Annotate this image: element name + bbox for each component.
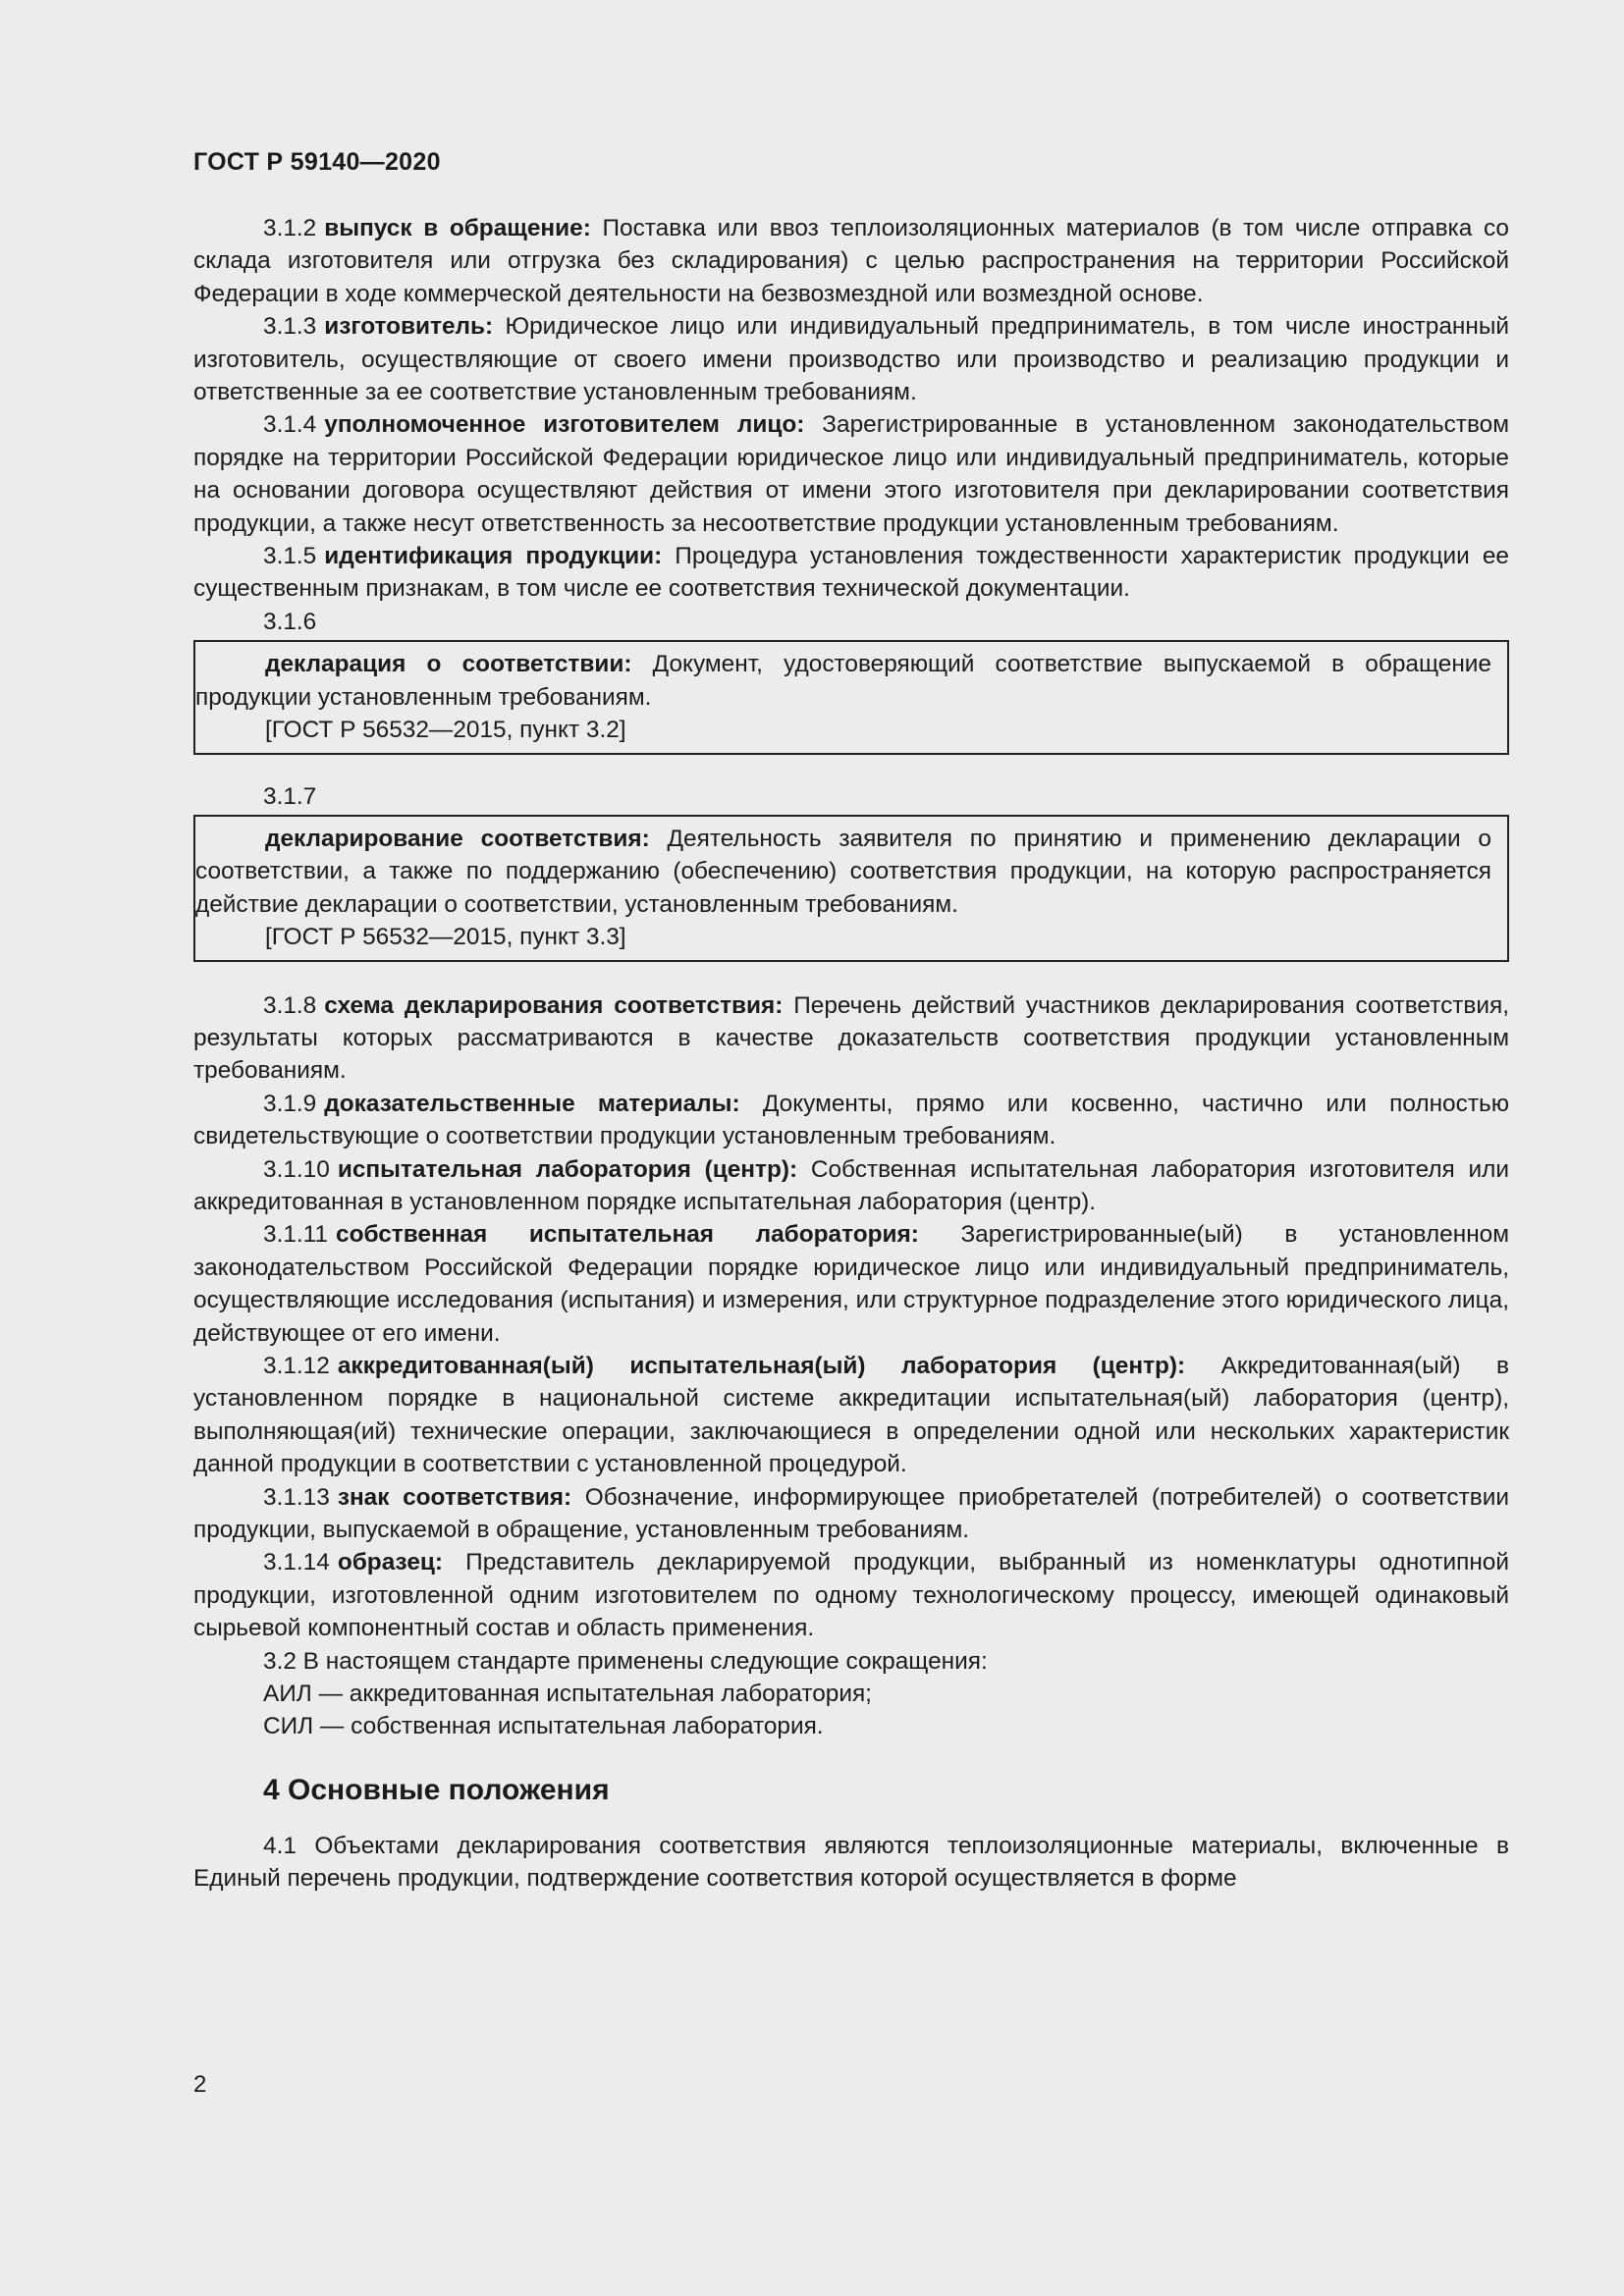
definition-text: Документ, удостоверяющий соответствие выпускаемой в обращение продукции установленным требованиям. bbox=[195, 651, 1491, 711]
item-number: 3.1.14 bbox=[263, 1549, 330, 1576]
source-reference: [ГОСТ Р 56532—2015, пункт 3.3] bbox=[265, 924, 626, 951]
term: знак соответствия: bbox=[337, 1483, 572, 1511]
item-number: 3.1.2 bbox=[263, 215, 317, 241]
definition-text: Аккредитованная(ый) в установленном порядке в национальной системе аккредитации испытательная(ый) лаборатория (центр), выполняющая(ий) технические операции, заключающиеся в определении одной или нескольких характеристик данной продукции в соответствии с установленной процедурой. bbox=[193, 1353, 1509, 1478]
term: уполномоченное изготовителем лицо: bbox=[324, 411, 805, 439]
definition-3-1-14 bbox=[193, 1546, 1509, 1644]
abbreviation-ail: АИЛ — аккредитованная испытательная лаборатория; bbox=[263, 1681, 872, 1708]
definition-3-1-2 bbox=[193, 212, 1509, 310]
term: декларация о соответствии: bbox=[265, 651, 632, 678]
item-number: 3.1.4 bbox=[263, 411, 317, 439]
page-number: 2 bbox=[193, 2071, 207, 2098]
document-page bbox=[193, 147, 1509, 1896]
term: идентификация продукции: bbox=[324, 543, 663, 570]
term: образец: bbox=[337, 1549, 444, 1576]
item-number: 3.1.8 bbox=[263, 991, 317, 1019]
definition-text: Документы, прямо или косвенно, частично или полностью свидетельствующие о соответствии продукции установленным требованиям. bbox=[193, 1090, 1509, 1150]
definition-text: Зарегистрированные(ый) в установленном законодательством Российской Федерации порядке юридическое лицо или индивидуальный предприниматель, осуществляющие исследования (испытания) и измерения, или структурное подразделение этого юридического лица, действующее от его имени. bbox=[193, 1221, 1509, 1347]
definition-text: Поставка или ввоз теплоизоляционных материалов (в том числе отправка со склада изготовителя или отгрузка без складирования) с целью распространения на территории Российской Федерации в ходе коммерческой деятельности на безвозмездной или возмездной основе. bbox=[193, 215, 1509, 307]
definition-3-1-13 bbox=[193, 1481, 1509, 1547]
item-number: 3.1.11 bbox=[263, 1221, 329, 1249]
definition-3-1-8 bbox=[193, 989, 1509, 1088]
item-number-3-1-6: 3.1.6 bbox=[263, 608, 317, 635]
paragraph-4-1: 4.1 Объектами декларирования соответствия являются теплоизоляционные материалы, включенные в Единый перечень продукции, подтверждение соответствия которой осуществляется в форме bbox=[193, 1832, 1509, 1893]
definition-text: Обозначение, информирующее приобретателей (потребителей) о соответствии продукции, выпускаемой в обращение, установленным требованиям. bbox=[193, 1483, 1509, 1544]
definition-3-1-12 bbox=[193, 1350, 1509, 1481]
item-number: 3.1.5 bbox=[263, 543, 317, 570]
definition-text: Перечень действий участников декларирования соответствия, результаты которых рассматриваются в качестве доказательств соответствия продукции установленным требованиям. bbox=[193, 991, 1509, 1085]
term: декларирование соответствия: bbox=[265, 825, 650, 852]
term: собственная испытательная лаборатория: bbox=[336, 1221, 919, 1249]
item-number: 3.1.9 bbox=[263, 1090, 317, 1117]
definition-text: Процедура установления тождественности характеристик продукции ее существенным признакам, в том числе ее соответствия технической документации. bbox=[193, 543, 1509, 603]
item-number-3-1-7: 3.1.7 bbox=[263, 782, 317, 810]
abbreviations-intro: 3.2 В настоящем стандарте применены следующие сокращения: bbox=[263, 1647, 988, 1675]
item-number: 3.1.10 bbox=[263, 1155, 330, 1183]
definition-3-1-4 bbox=[193, 408, 1509, 540]
definition-3-1-7 bbox=[195, 823, 1491, 921]
item-number: 3.1.3 bbox=[263, 313, 317, 341]
abbreviation-sil: СИЛ — собственная испытательная лаборатория. bbox=[263, 1713, 824, 1740]
definition-text: Юридическое лицо или индивидуальный предприниматель, в том числе иностранный изготовитель, осуществляющие от своего имени производство или производство и реализацию продукции и ответственные за ее соответствие установленным требованиям. bbox=[193, 313, 1509, 406]
item-number: 3.1.12 bbox=[263, 1353, 330, 1379]
quoted-definition-box bbox=[193, 815, 1509, 962]
definition-3-1-9 bbox=[193, 1088, 1509, 1153]
definition-text: Собственная испытательная лаборатория изготовителя или аккредитованная в установленном порядке испытательная лаборатория (центр). bbox=[193, 1155, 1509, 1215]
definition-3-1-10 bbox=[193, 1153, 1509, 1219]
definition-text: Зарегистрированные в установленном законодательством порядке на территории Российской Федерации юридическое лицо или индивидуальный предприниматель, которые на основании договора осуществляют действия от имени этого изготовителя при декларировании соответствия продукции, а также несут ответственность за несоответствие продукции установленным требованиям. bbox=[193, 411, 1509, 537]
definition-3-1-5 bbox=[193, 540, 1509, 606]
definition-3-1-3 bbox=[193, 310, 1509, 408]
term: доказательственные материалы: bbox=[324, 1090, 740, 1117]
source-reference: [ГОСТ Р 56532—2015, пункт 3.2] bbox=[265, 717, 626, 744]
definition-3-1-11 bbox=[193, 1218, 1509, 1350]
term: изготовитель: bbox=[324, 313, 494, 341]
term: выпуск в обращение: bbox=[324, 215, 591, 241]
definition-text: Деятельность заявителя по принятию и применению декларации о соответствии, а также по поддержанию (обеспечению) соответствия продукции, на которую распространяется действие декларации о соответствии, установленным требованиям. bbox=[195, 825, 1491, 918]
term: аккредитованная(ый) испытательная(ый) лаборатория (центр): bbox=[337, 1353, 1186, 1379]
section-heading: 4 Основные положения bbox=[263, 1773, 610, 1806]
document-header: ГОСТ Р 59140—2020 bbox=[193, 148, 441, 176]
quoted-definition-box bbox=[193, 640, 1509, 754]
item-number: 3.1.13 bbox=[263, 1483, 330, 1511]
definition-3-1-6 bbox=[195, 648, 1491, 714]
definition-text: Представитель декларируемой продукции, выбранный из номенклатуры однотипной продукции, изготовленной одним изготовителем по одному технологическому процессу, имеющей одинаковый сырьевой компонентный состав и область применения. bbox=[193, 1549, 1509, 1642]
term: схема декларирования соответствия: bbox=[324, 991, 784, 1019]
term: испытательная лаборатория (центр): bbox=[337, 1155, 798, 1183]
